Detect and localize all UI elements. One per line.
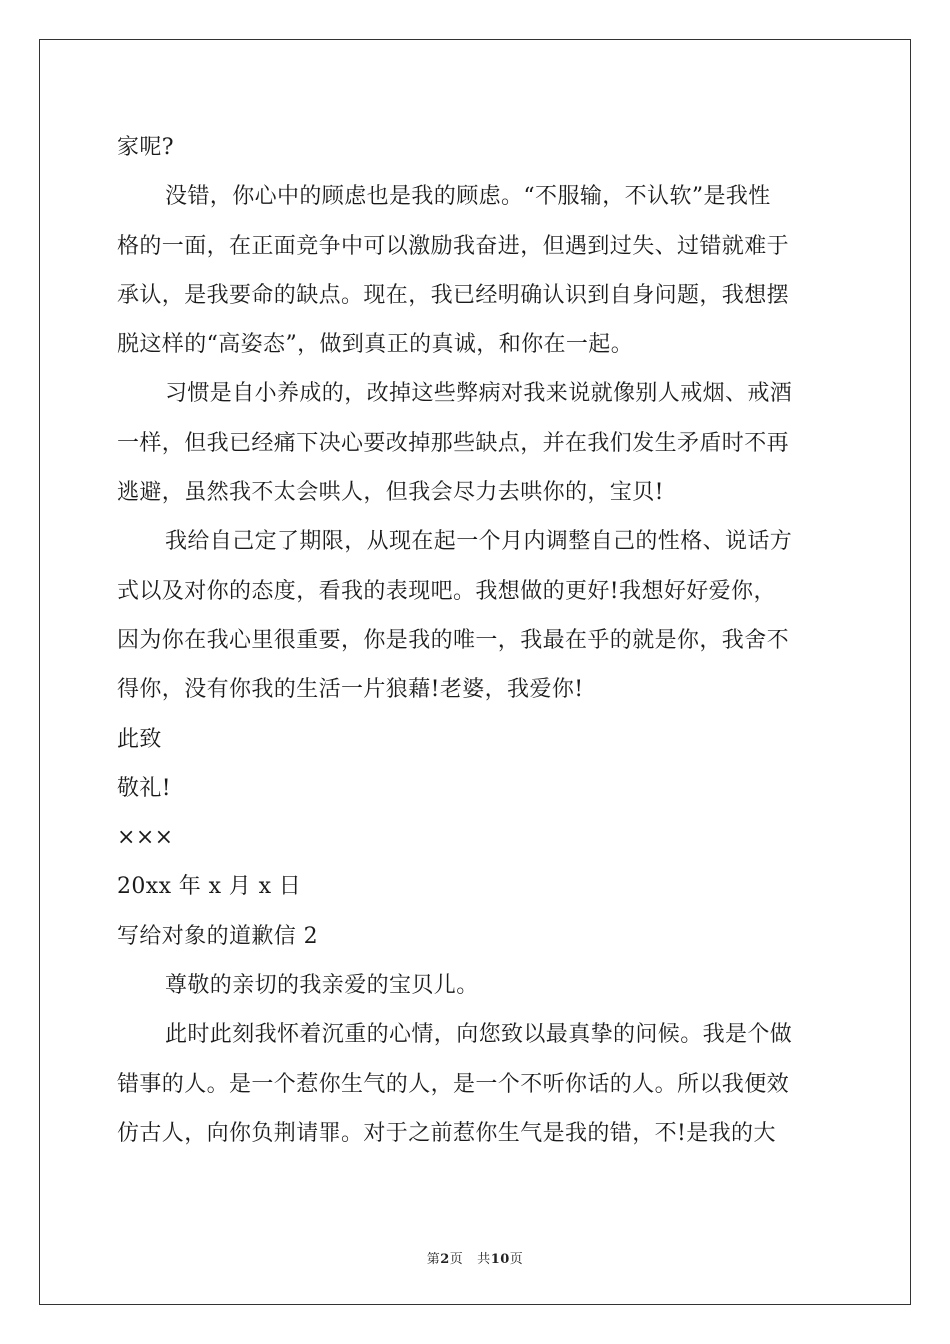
closing-salutation: 此致 — [117, 726, 162, 752]
text-line: 我给自己定了期限，从现在起一个月内调整自己的性格、说话方 — [165, 529, 793, 555]
date-line: 20xx 年 x 月 x 日 — [117, 874, 302, 900]
text-line: 脱这样的“高姿态”，做到真正的真诚，和你在一起。 — [117, 332, 634, 358]
section-title: 写给对象的道歉信 2 — [117, 923, 318, 949]
page-footer — [0, 1248, 950, 1267]
text-line: 格的一面，在正面竞争中可以激励我奋进，但遇到过失、过错就难于 — [117, 233, 790, 259]
text-line: 此时此刻我怀着沉重的心情，向您致以最真挚的问候。我是个做 — [165, 1022, 793, 1048]
text-line: 仿古人，向你负荆请罪。对于之前惹你生气是我的错，不!是我的大 — [117, 1120, 776, 1146]
current-page-number: 2 — [440, 1252, 450, 1267]
total-page-count: 10 — [490, 1252, 510, 1267]
text-line: 没错，你心中的顾虑也是我的顾虑。“不服输，不认软”是我性 — [165, 184, 771, 210]
text-line: 逃避，虽然我不太会哄人，但我会尽力去哄你的，宝贝! — [117, 480, 664, 506]
greeting: 尊敬的亲切的我亲爱的宝贝儿。 — [165, 973, 479, 999]
footer-page-suffix: 页 — [449, 1252, 464, 1267]
text-line: 错事的人。是一个惹你生气的人，是一个不听你话的人。所以我便效 — [117, 1071, 790, 1097]
document-body — [117, 123, 833, 1158]
text-line: 承认，是我要命的缺点。现在，我已经明确认识到自身问题，我想摆 — [117, 282, 790, 308]
footer-total-suffix: 页 — [509, 1252, 524, 1267]
text-line: 家呢? — [117, 135, 174, 160]
footer-total-prefix: 共 — [477, 1252, 491, 1267]
signature: ××× — [117, 825, 174, 851]
footer-prefix: 第 — [426, 1252, 441, 1267]
closing-regards: 敬礼! — [117, 775, 172, 801]
text-line: 因为你在我心里很重要，你是我的唯一，我最在乎的就是你，我舍不 — [117, 627, 790, 653]
text-line: 习惯是自小养成的，改掉这些弊病对我来说就像别人戒烟、戒酒 — [165, 381, 793, 407]
text-line: 得你，没有你我的生活一片狼藉!老婆，我爱你! — [117, 677, 584, 703]
text-line: 式以及对你的态度，看我的表现吧。我想做的更好!我想好好爱你， — [117, 578, 776, 604]
text-line: 一样，但我已经痛下决心要改掉那些缺点，并在我们发生矛盾时不再 — [117, 430, 790, 456]
